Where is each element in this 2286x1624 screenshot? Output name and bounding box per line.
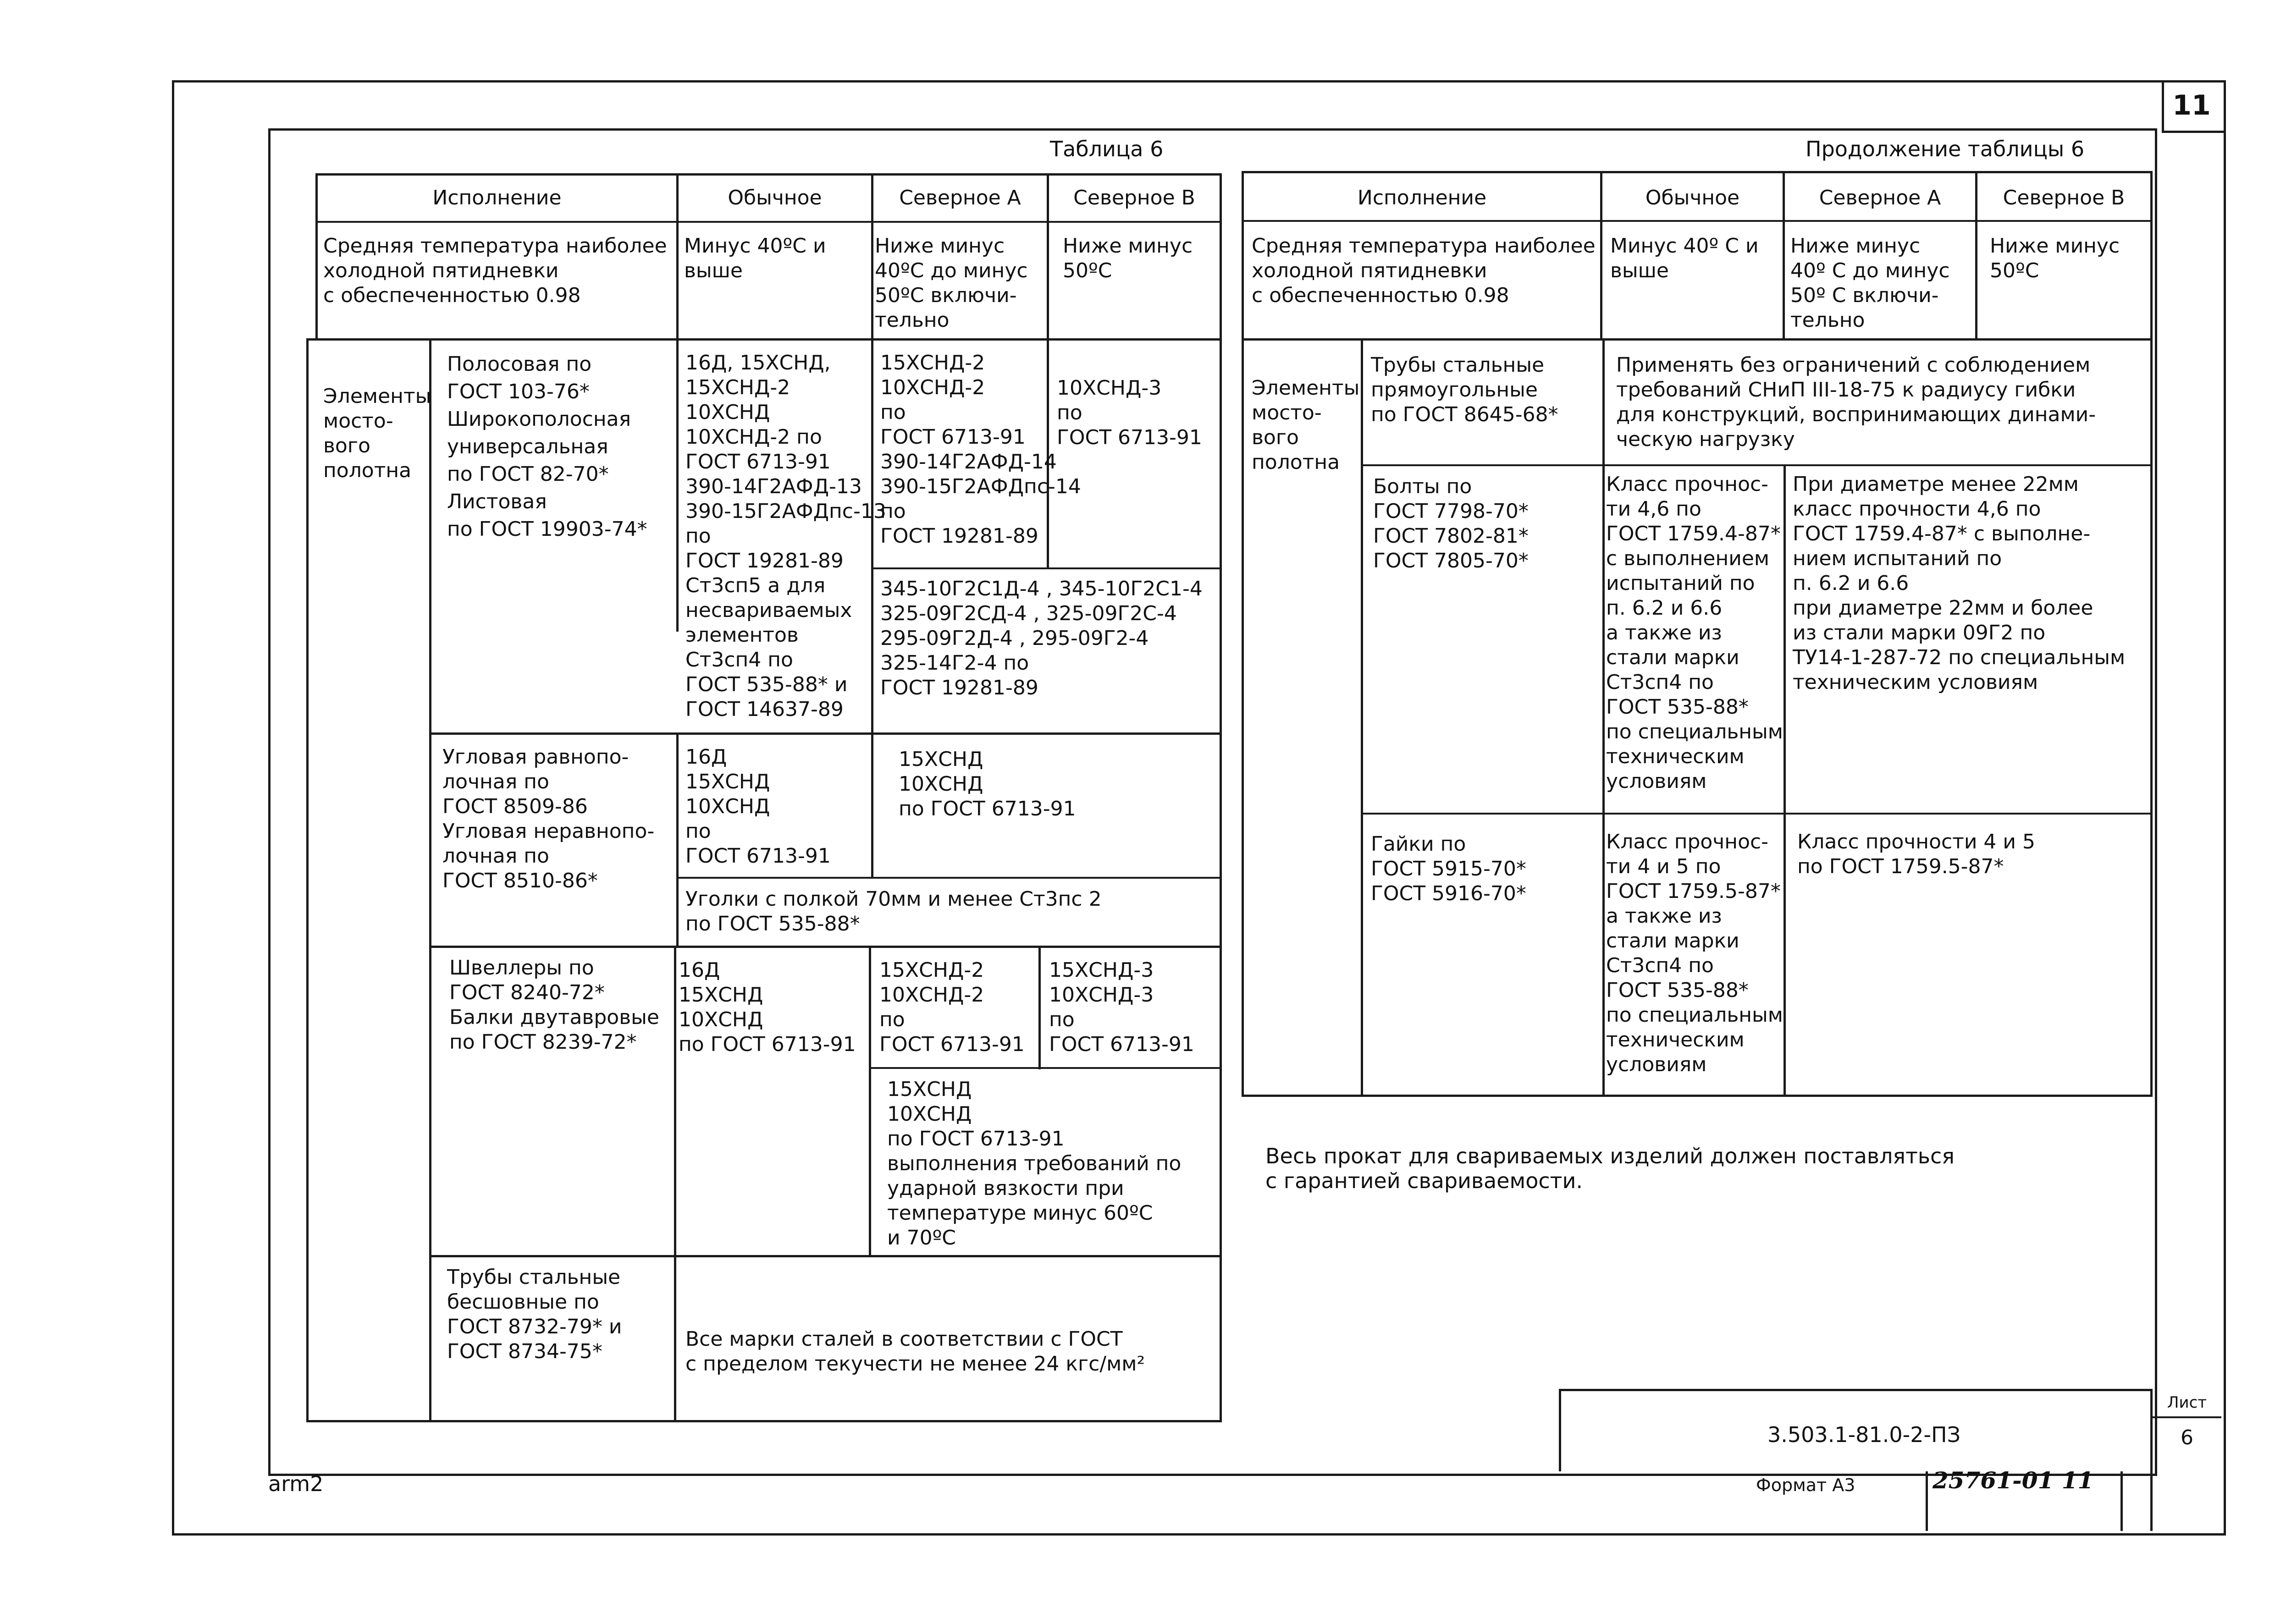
lt-header-normal: Обычное (728, 186, 822, 209)
lt-r3-north-ab: 15ХСНД 10ХСНД по ГОСТ 6713-91 выполнения требований по ударной вязкости при температуре минус 60ºС и 70ºС (887, 1078, 1182, 1250)
rt-r3-north-ab: Класс прочности 4 и 5 по ГОСТ 1759.5-87* (1797, 830, 2035, 878)
rt-r3-product: Гайки по ГОСТ 5915-70* ГОСТ 5916-70* (1371, 832, 1526, 905)
lt-header-north-a: Северное А (899, 186, 1021, 209)
rt-r3-normal: Класс прочнос- ти 4 и 5 по ГОСТ 1759.5-87* а также из стали марки Ст3сп4 по ГОСТ 535-88* по специальным техническим условиям (1606, 830, 1783, 1076)
lt-r4-all: Все марки сталей в соответствии с ГОСТ с пределом текучести не менее 24 кгс/мм² (685, 1327, 1145, 1376)
lt-left2 (306, 338, 309, 1422)
lt-top (315, 173, 1222, 176)
rt-group-label: Элементы мосто- вого полотна (1252, 376, 1360, 474)
lt-r1-normal: 16Д, 15ХСНД, 15ХСНД-2 10ХСНД 10ХСНД-2 по ГОСТ 6713-91 390-14Г2АФД-13 390-15Г2АФДпс-13 по ГОСТ 19281-89 Ст3сп5 а для несвариваемых элементов Ст3сп4 по ГОСТ 535-88* и ГОСТ 14637-89 (685, 351, 886, 721)
lt-r2-product: Угловая равнопо- лочная по ГОСТ 8509-86 Угловая неравнопо- лочная по ГОСТ 8510-86* (442, 745, 655, 892)
stamp-inventory: 25761-01 11 (1933, 1467, 2094, 1494)
rt-h1 (1242, 220, 2153, 222)
lt-temp-normal: Минус 40ºС и выше (684, 234, 826, 282)
left-table-caption: Таблица 6 (1050, 137, 1164, 161)
rt-h2 (1242, 338, 2153, 341)
lt-r2-north-ab: 15ХСНД 10ХСНД по ГОСТ 6713-91 (899, 748, 1076, 820)
lt-h-r3-split (869, 1067, 1222, 1069)
lt-header-execution: Исполнение (432, 186, 562, 209)
rt-left (1242, 171, 1244, 1097)
rt-top (1242, 171, 2153, 173)
stamp-left (1559, 1389, 1561, 1471)
stamp-sheet-label-line (2150, 1416, 2221, 1418)
lt-temp-label: Средняя температура наиболее холодной пятидневки с обеспеченностью 0.98 (323, 234, 667, 307)
lt-r1-north-b: 10ХСНД-3 по ГОСТ 6713-91 (1057, 376, 1202, 449)
stamp-format: Формат А3 (1756, 1475, 1855, 1495)
rt-header-normal: Обычное (1645, 186, 1740, 209)
rt-bottom (1242, 1095, 2153, 1097)
rt-r2-normal: Класс прочнос- ти 4,6 по ГОСТ 1759.4-87* с выполнением испытаний по п. 6.2 и 6.6 а также из стали марки Ст3сп4 по ГОСТ 535-88* по специальным техническим условиям (1606, 473, 1783, 793)
stamp-sheet-label: Лист (2167, 1393, 2207, 1412)
lt-h-r3-end (429, 1255, 1222, 1257)
rt-temp-label: Средняя температура наиболее холодной пятидневки с обеспеченностью 0.98 (1252, 234, 1596, 307)
lt-r4-product: Трубы стальные бесшовные по ГОСТ 8732-79* и ГОСТ 8734-75* (447, 1266, 622, 1363)
rt-temp-normal: Минус 40º С и выше (1610, 234, 1759, 282)
lt-right (1220, 173, 1222, 1422)
rt-r1-product: Трубы стальные прямоугольные по ГОСТ 8645-68* (1371, 353, 1558, 426)
lt-v-r3-normal (674, 946, 676, 1422)
rt-temp-north-a: Ниже минус 40º С до минус 50º С включи- тельно (1790, 234, 1950, 332)
lt-r2-normal: 16Д 15ХСНД 10ХСНД по ГОСТ 6713-91 (685, 745, 831, 868)
lt-v-r2-na (871, 732, 873, 877)
lt-h-r2-split (676, 877, 1222, 879)
rt-v-r2-na (1784, 464, 1786, 1097)
lt-group-label: Элементы мосто- вого полотна (323, 385, 431, 482)
corner-label: arm2 (268, 1471, 324, 1496)
lt-r3-north-a: 15ХСНД-2 10ХСНД-2 по ГОСТ 6713-91 (879, 958, 1025, 1056)
rt-header-north-a: Северное А (1819, 186, 1941, 209)
stamp-doc-code: 3.503.1-81.0-2-ПЗ (1767, 1422, 1961, 1447)
lt-temp-north-a: Ниже минус 40ºС до минус 50ºС включи- тельно (875, 234, 1028, 332)
stamp-top (1559, 1389, 2153, 1391)
lt-v-group (429, 338, 431, 1422)
lt-h-r2-end (429, 946, 1222, 948)
page-number-top: 11 (2172, 89, 2211, 121)
rt-h-r2-end (1361, 813, 2153, 815)
rt-v-r1-all (1602, 338, 1605, 1097)
lt-r3-normal: 16Д 15ХСНД 10ХСНД по ГОСТ 6713-91 (679, 958, 856, 1056)
rt-temp-north-b: Ниже минус 50ºС (1990, 234, 2120, 282)
lt-h2 (306, 338, 1222, 341)
stamp-sheet-number: 6 (2181, 1426, 2193, 1449)
lt-r1-north-ab: 345-10Г2С1Д-4 , 345-10Г2С1-4 325-09Г2СД-4 , 325-09Г2С-4 295-09Г2Д-4 , 295-09Г2-4 325-14Г2-4 по ГОСТ 19281-89 (880, 577, 1203, 699)
lt-r1-product: Полосовая по ГОСТ 103-76* Широкополосная универсальная по ГОСТ 82-70* Листовая по ГОСТ 19903-74* (447, 352, 647, 541)
lt-r3-product: Швеллеры по ГОСТ 8240-72* Балки двутавровые по ГОСТ 8239-72* (449, 956, 659, 1054)
lt-v-r3-nb (1038, 946, 1041, 1069)
lt-v-r3-na (869, 946, 871, 1257)
lt-temp-north-b: Ниже минус 50ºС (1063, 234, 1193, 282)
lt-h-r1-split (871, 567, 1222, 569)
rt-h-r1-end (1361, 464, 2153, 466)
lt-v-normal (676, 173, 679, 632)
format-row-line (1926, 1471, 1928, 1531)
lt-v-r2-normal (676, 732, 679, 948)
rt-r2-north-ab: При диаметре менее 22мм класс прочности 4,6 по ГОСТ 1759.4-87* с выполне- нием испытаний по п. 6.2 и 6.6 при диаметре 22мм и более из стали марки 09Г2 по ТУ14-1-287-72 по специальным техническим условиям (1793, 473, 2126, 694)
lt-r2-corner-note: Уголки с полкой 70мм и менее Ст3пс 2 по ГОСТ 535-88* (685, 887, 1102, 936)
weldability-note: Весь прокат для свариваемых изделий должен поставляться с гарантией свариваемости. (1265, 1144, 1955, 1193)
rt-r2-product: Болты по ГОСТ 7798-70* ГОСТ 7802-81* ГОСТ 7805-70* (1373, 475, 1529, 573)
rt-header-execution: Исполнение (1357, 186, 1487, 209)
right-table-caption: Продолжение таблицы 6 (1806, 137, 2085, 161)
format-row-line2 (2120, 1471, 2123, 1531)
lt-header-north-b: Северное В (1073, 186, 1195, 209)
lt-r1-north-a: 15ХСНД-2 10ХСНД-2 по ГОСТ 6713-91 390-14Г2АФД-14 390-15Г2АФДпс-14 по ГОСТ 19281-89 (880, 351, 1081, 548)
rt-header-north-b: Северное В (2003, 186, 2125, 209)
lt-h-r1-end (429, 732, 1222, 735)
rt-right (2150, 171, 2153, 1097)
lt-bottom (306, 1420, 1222, 1422)
lt-h1 (315, 221, 1222, 223)
lt-r3-north-b: 15ХСНД-3 10ХСНД-3 по ГОСТ 6713-91 (1049, 958, 1194, 1056)
rt-v-group (1361, 338, 1363, 1097)
rt-r1-all: Применять без ограничений с соблюдением требований СНиП III-18-75 к радиусу гибки для конструкций, воспринимающих динами- ческую нагрузку (1616, 353, 2096, 451)
